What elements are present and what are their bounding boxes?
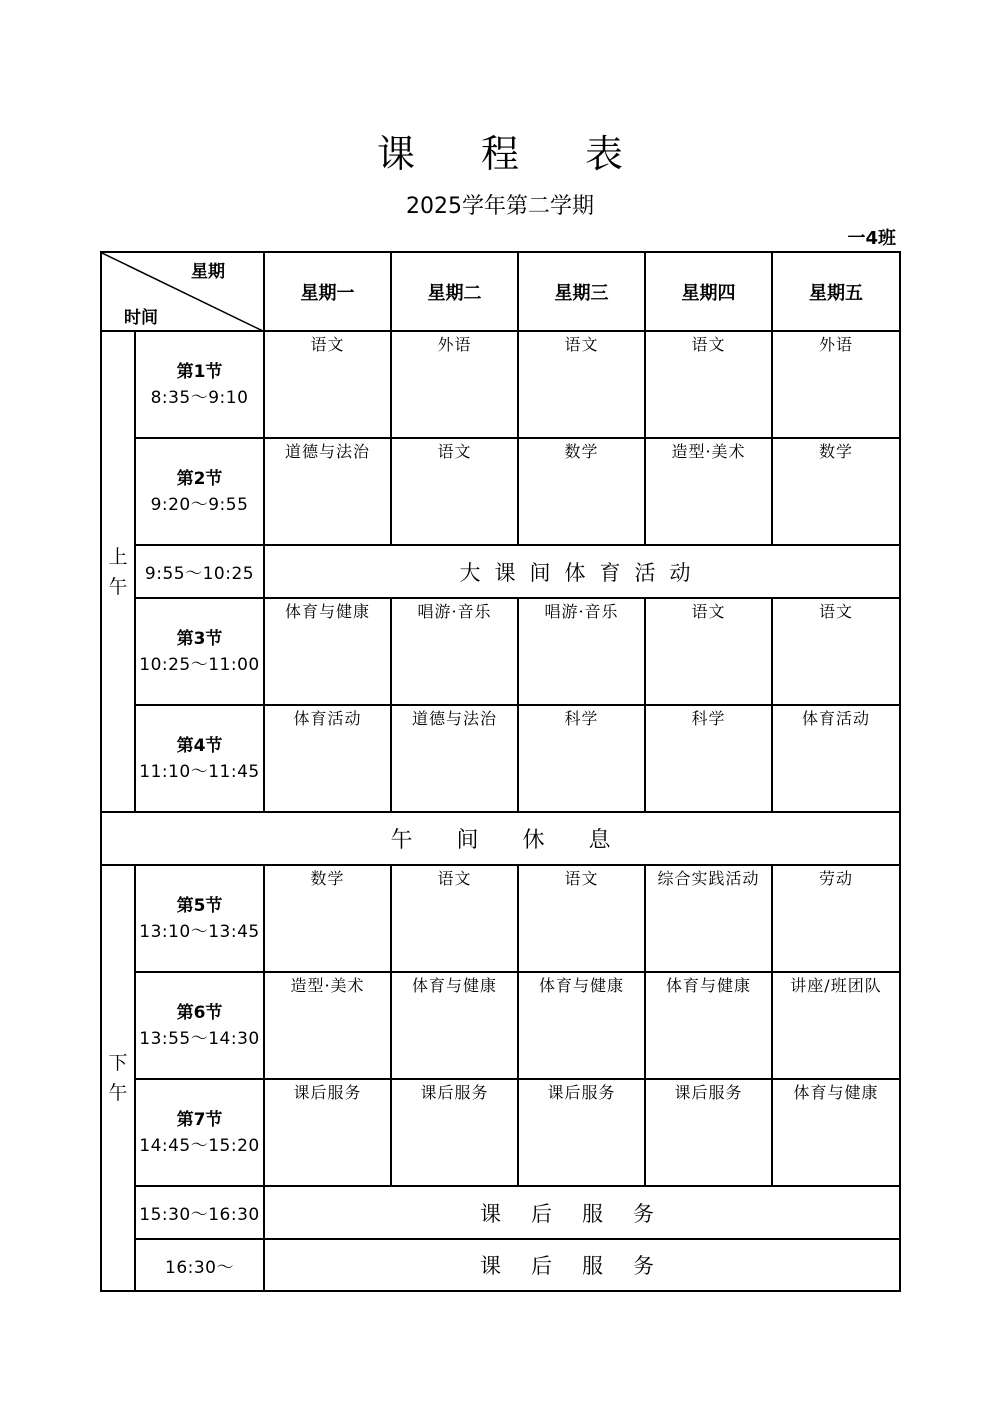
period-cell (135, 331, 264, 438)
afternoon-label: 下 午 (101, 865, 135, 1291)
subject-cell: 课后服务 (645, 1079, 772, 1186)
period-cell (135, 1079, 264, 1186)
subject-cell: 语文 (645, 331, 772, 438)
after-school-service: 课后服务 (264, 1239, 900, 1291)
period-cell (135, 598, 264, 705)
subject-cell: 体育与健康 (518, 972, 645, 1079)
subject-cell: 讲座/班团队 (772, 972, 900, 1079)
lunch-row (101, 812, 900, 865)
period-time: 10:25～11:00 (139, 654, 260, 675)
period-time: 13:55～14:30 (139, 1028, 260, 1049)
period-name: 第1节 (176, 361, 223, 382)
subject-cell: 语文 (518, 331, 645, 438)
day-header-fri: 星期五 (772, 252, 900, 331)
subject-cell: 唱游·音乐 (518, 598, 645, 705)
after-school-row (101, 1239, 900, 1291)
subject-cell: 语文 (264, 331, 391, 438)
period-row (101, 972, 900, 1079)
period-name: 第5节 (176, 895, 223, 916)
subject-cell: 科学 (645, 705, 772, 812)
time-axis-label: 时间 (124, 308, 158, 328)
period-name: 第3节 (176, 628, 223, 649)
subject-cell: 外语 (391, 331, 518, 438)
subject-cell: 数学 (264, 865, 391, 972)
period-time: 11:10～11:45 (139, 761, 260, 782)
period-time: 13:10～13:45 (139, 921, 260, 942)
period-cell (135, 865, 264, 972)
subject-cell: 造型·美术 (264, 972, 391, 1079)
period-time: 8:35～9:10 (150, 387, 249, 408)
subject-cell: 造型·美术 (645, 438, 772, 545)
period-row (101, 438, 900, 545)
period-cell (135, 972, 264, 1079)
lunch-break-label: 午间休息 (101, 812, 900, 865)
subject-cell: 课后服务 (264, 1079, 391, 1186)
subject-cell: 体育与健康 (391, 972, 518, 1079)
subject-cell: 课后服务 (391, 1079, 518, 1186)
day-header-tue: 星期二 (391, 252, 518, 331)
subject-cell: 体育活动 (772, 705, 900, 812)
subject-cell: 语文 (518, 865, 645, 972)
after-school-time: 16:30～ (135, 1239, 264, 1291)
timetable (100, 251, 901, 1292)
period-row (101, 1079, 900, 1186)
day-header-wed: 星期三 (518, 252, 645, 331)
subject-cell: 语文 (391, 438, 518, 545)
subject-cell: 综合实践活动 (645, 865, 772, 972)
period-row (101, 865, 900, 972)
subject-cell: 语文 (772, 598, 900, 705)
subject-cell: 外语 (772, 331, 900, 438)
period-name: 第2节 (176, 468, 223, 489)
subject-cell: 语文 (645, 598, 772, 705)
subject-cell: 道德与法治 (264, 438, 391, 545)
period-cell (135, 705, 264, 812)
subject-cell: 体育与健康 (264, 598, 391, 705)
after-school-service: 课后服务 (264, 1186, 900, 1239)
subject-cell: 劳动 (772, 865, 900, 972)
header-row (101, 252, 900, 331)
subject-cell: 道德与法治 (391, 705, 518, 812)
break-activity: 大课间体育活动 (264, 545, 900, 598)
day-axis-label: 星期 (191, 262, 225, 282)
subject-cell: 数学 (772, 438, 900, 545)
break-time: 9:55～10:25 (135, 545, 264, 598)
subject-cell: 体育活动 (264, 705, 391, 812)
day-header-mon: 星期一 (264, 252, 391, 331)
period-name: 第6节 (176, 1002, 223, 1023)
corner-header-cell (101, 252, 264, 331)
period-cell (135, 438, 264, 545)
class-label: 一4班 (847, 228, 896, 249)
page-title: 课程表 (376, 132, 689, 176)
morning-label: 上 午 (101, 331, 135, 812)
subject-cell: 课后服务 (518, 1079, 645, 1186)
subject-cell: 体育与健康 (772, 1079, 900, 1186)
semester-subtitle: 2025学年第二学期 (406, 194, 594, 219)
day-header-thu: 星期四 (645, 252, 772, 331)
period-row (101, 598, 900, 705)
subject-cell: 语文 (391, 865, 518, 972)
subject-cell: 科学 (518, 705, 645, 812)
subject-cell: 唱游·音乐 (391, 598, 518, 705)
period-time: 9:20～9:55 (150, 494, 249, 515)
after-school-time: 15:30～16:30 (135, 1186, 264, 1239)
period-time: 14:45～15:20 (139, 1135, 260, 1156)
period-name: 第4节 (176, 735, 223, 756)
break-row (101, 545, 900, 598)
subject-cell: 体育与健康 (645, 972, 772, 1079)
period-row (101, 331, 900, 438)
period-row (101, 705, 900, 812)
period-name: 第7节 (176, 1109, 223, 1130)
subject-cell: 数学 (518, 438, 645, 545)
after-school-row (101, 1186, 900, 1239)
